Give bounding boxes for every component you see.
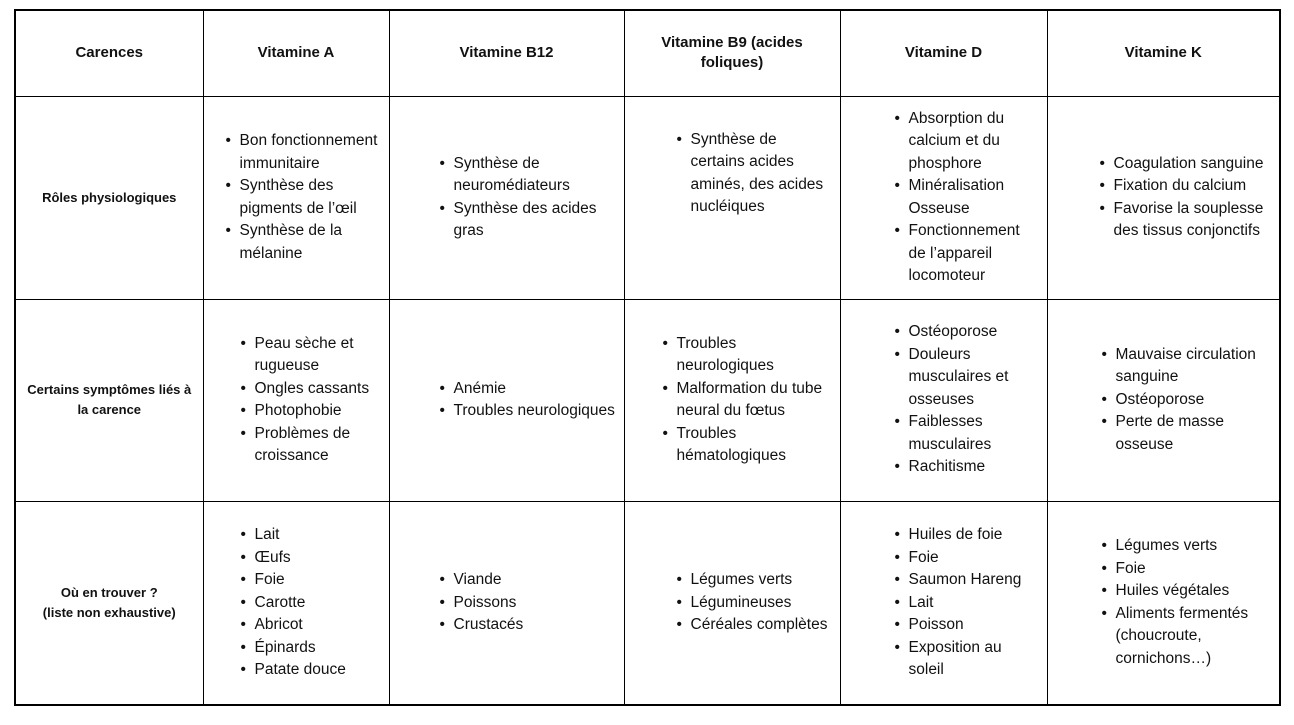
bullet-icon: • bbox=[1099, 199, 1105, 217]
list-item-text: Légumes verts bbox=[1115, 537, 1218, 555]
list-item bbox=[440, 614, 618, 637]
list-item bbox=[1100, 153, 1274, 176]
header-vitamine-k: Vitamine K bbox=[1047, 10, 1280, 96]
list-item-text: Faiblesses musculaires bbox=[908, 413, 992, 453]
bullet-icon: • bbox=[240, 379, 246, 397]
list-item-text: Foie bbox=[254, 571, 285, 588]
list-item bbox=[241, 637, 383, 660]
list-item-text: Synthèse de certains acides aminés, des acides nucléiques bbox=[690, 130, 824, 215]
row-label-sources-line2: (liste non exhaustive) bbox=[42, 604, 176, 620]
list-item bbox=[226, 220, 383, 265]
cell-sources-vit-b12 bbox=[389, 501, 624, 705]
list-item-text: Saumon Hareng bbox=[908, 571, 1022, 588]
list-item-text: Carotte bbox=[254, 593, 306, 611]
list-item-text: Troubles hématologiques bbox=[676, 424, 786, 464]
list-item bbox=[241, 547, 383, 570]
bullet-icon: • bbox=[1101, 582, 1107, 600]
cell-sources-vit-a bbox=[203, 501, 389, 705]
list-item-text: Légumes verts bbox=[690, 571, 793, 588]
list-item bbox=[440, 153, 618, 198]
list-item-text: Troubles neurologiques bbox=[453, 402, 615, 419]
cell-roles-vit-a bbox=[203, 96, 389, 299]
bullet-icon: • bbox=[439, 593, 445, 611]
list-item-text: Rachitisme bbox=[908, 458, 986, 476]
list-item bbox=[895, 411, 1041, 456]
bullet-icon: • bbox=[894, 571, 900, 588]
bullet-icon: • bbox=[676, 130, 682, 148]
list-item bbox=[1102, 580, 1274, 603]
bullet-icon: • bbox=[894, 548, 900, 566]
list-item bbox=[895, 592, 1041, 615]
list-item-text: Huiles végétales bbox=[1115, 582, 1230, 600]
bullet-icon: • bbox=[1101, 604, 1107, 622]
list-item-text: Œufs bbox=[254, 548, 291, 566]
bullet-icon: • bbox=[225, 222, 231, 239]
list-item-text: Lait bbox=[254, 526, 280, 543]
bullet-icon: • bbox=[662, 334, 668, 352]
bullet-icon: • bbox=[676, 616, 682, 633]
cell-sources-vit-d bbox=[840, 501, 1047, 705]
bullet-icon: • bbox=[225, 132, 231, 149]
bullet-icon: • bbox=[439, 402, 445, 419]
list-item bbox=[226, 175, 383, 220]
header-row bbox=[15, 10, 1280, 96]
bullet-icon: • bbox=[240, 424, 246, 442]
cell-symptomes-vit-d bbox=[840, 299, 1047, 501]
bullet-icon: • bbox=[240, 571, 246, 588]
bullet-icon: • bbox=[894, 109, 900, 127]
list-item bbox=[663, 333, 834, 378]
list-item bbox=[440, 400, 618, 423]
list-item-text: Malformation du tube neural du fœtus bbox=[676, 379, 823, 419]
bullet-icon: • bbox=[240, 616, 246, 633]
row-sources bbox=[15, 501, 1280, 705]
list-item bbox=[895, 456, 1041, 479]
bullet-icon: • bbox=[225, 177, 231, 194]
list-item-text: Peau sèche et rugueuse bbox=[254, 334, 354, 374]
list-item bbox=[895, 321, 1041, 344]
list-item bbox=[1102, 389, 1274, 412]
row-label-sources-line1: Où en trouver ? bbox=[60, 584, 158, 600]
bullet-icon: • bbox=[662, 424, 668, 442]
list-item bbox=[241, 423, 383, 468]
list-item-text: Légumineuses bbox=[690, 593, 792, 611]
list-item bbox=[1100, 198, 1274, 243]
bullet-icon: • bbox=[240, 638, 246, 656]
list-item bbox=[241, 592, 383, 615]
bullet-icon: • bbox=[240, 593, 246, 611]
list-item bbox=[663, 423, 834, 468]
cell-symptomes-vit-k bbox=[1047, 299, 1280, 501]
list-item bbox=[241, 524, 383, 547]
bullet-icon: • bbox=[1101, 345, 1107, 363]
list-item bbox=[241, 400, 383, 423]
bullet-icon: • bbox=[240, 548, 246, 566]
list-item bbox=[440, 198, 618, 243]
bullet-icon: • bbox=[439, 616, 445, 633]
list-item-text: Problèmes de croissance bbox=[254, 424, 351, 464]
list-item-text: Synthèse de la mélanine bbox=[239, 222, 343, 262]
list-item bbox=[1100, 175, 1274, 198]
list-item-text: Synthèse des pigments de l’œil bbox=[239, 177, 357, 217]
list-item bbox=[1102, 535, 1274, 558]
list-item bbox=[440, 569, 618, 592]
list-item-text: Ostéoporose bbox=[1115, 390, 1205, 408]
list-item bbox=[895, 344, 1041, 412]
bullet-icon: • bbox=[894, 458, 900, 476]
list-item bbox=[677, 569, 834, 592]
list-item bbox=[895, 220, 1041, 288]
list-item bbox=[895, 569, 1041, 592]
bullet-icon: • bbox=[894, 616, 900, 633]
row-label-roles: Rôles physiologiques bbox=[15, 96, 203, 299]
list-item-text: Abricot bbox=[254, 616, 303, 633]
bullet-icon: • bbox=[240, 526, 246, 543]
bullet-icon: • bbox=[439, 154, 445, 172]
list-item bbox=[895, 524, 1041, 547]
list-item bbox=[241, 378, 383, 401]
cell-sources-vit-k bbox=[1047, 501, 1280, 705]
list-item-text: Poisson bbox=[908, 616, 964, 633]
list-item bbox=[895, 547, 1041, 570]
list-item-text: Fixation du calcium bbox=[1113, 177, 1247, 194]
list-item-text: Lait bbox=[908, 593, 934, 611]
bullet-icon: • bbox=[894, 413, 900, 431]
header-vitamine-b12: Vitamine B12 bbox=[389, 10, 624, 96]
list-item bbox=[241, 659, 383, 682]
bullet-icon: • bbox=[1101, 537, 1107, 555]
row-symptomes bbox=[15, 299, 1280, 501]
bullet-icon: • bbox=[894, 345, 900, 363]
list-item-text: Huiles de foie bbox=[908, 526, 1003, 543]
list-item-text: Absorption du calcium et du phosphore bbox=[908, 109, 1005, 172]
list-item bbox=[241, 333, 383, 378]
list-item-text: Viande bbox=[453, 571, 502, 588]
list-item-text: Céréales complètes bbox=[690, 616, 828, 633]
list-item bbox=[895, 614, 1041, 637]
cell-sources-vit-b9 bbox=[624, 501, 840, 705]
list-item-text: Foie bbox=[1115, 559, 1146, 577]
bullet-icon: • bbox=[894, 177, 900, 194]
list-item bbox=[440, 592, 618, 615]
list-item-text: Favorise la souplesse des tissus conjonctifs bbox=[1113, 199, 1264, 239]
bullet-icon: • bbox=[240, 334, 246, 352]
list-item-text: Minéralisation Osseuse bbox=[908, 177, 1005, 217]
list-item-text: Foie bbox=[908, 548, 939, 566]
list-item bbox=[1102, 558, 1274, 581]
list-item bbox=[1102, 411, 1274, 456]
cell-roles-vit-b9 bbox=[624, 96, 840, 299]
list-item-text: Synthèse des acides gras bbox=[453, 199, 597, 239]
row-roles bbox=[15, 96, 1280, 299]
list-item bbox=[677, 614, 834, 637]
list-item bbox=[895, 637, 1041, 682]
bullet-icon: • bbox=[1099, 177, 1105, 194]
list-item bbox=[677, 592, 834, 615]
bullet-icon: • bbox=[439, 199, 445, 217]
cell-symptomes-vit-b9 bbox=[624, 299, 840, 501]
bullet-icon: • bbox=[894, 526, 900, 543]
header-vitamine-a: Vitamine A bbox=[203, 10, 389, 96]
bullet-icon: • bbox=[1099, 154, 1105, 172]
list-item-text: Anémie bbox=[453, 379, 507, 397]
bullet-icon: • bbox=[894, 593, 900, 611]
cell-roles-vit-d bbox=[840, 96, 1047, 299]
bullet-icon: • bbox=[676, 593, 682, 611]
list-item bbox=[241, 569, 383, 592]
list-item-text: Douleurs musculaires et osseuses bbox=[908, 345, 1009, 408]
bullet-icon: • bbox=[439, 571, 445, 588]
list-item bbox=[677, 129, 834, 219]
list-item-text: Crustacés bbox=[453, 616, 524, 633]
list-item-text: Mauvaise circulation sanguine bbox=[1115, 345, 1256, 386]
row-label-sources bbox=[15, 501, 203, 705]
list-item-text: Exposition au soleil bbox=[908, 638, 1002, 678]
list-item bbox=[1102, 603, 1274, 671]
bullet-icon: • bbox=[439, 379, 445, 397]
cell-symptomes-vit-b12 bbox=[389, 299, 624, 501]
list-item-text: Troubles neurologiques bbox=[676, 334, 774, 374]
list-item-text: Bon fonctionnement immunitaire bbox=[239, 132, 378, 172]
header-carences: Carences bbox=[15, 10, 203, 96]
list-item-text: Épinards bbox=[254, 638, 316, 656]
list-item bbox=[895, 175, 1041, 220]
bullet-icon: • bbox=[1101, 559, 1107, 577]
cell-symptomes-vit-a bbox=[203, 299, 389, 501]
list-item-text: Coagulation sanguine bbox=[1113, 154, 1264, 172]
bullet-icon: • bbox=[676, 571, 682, 588]
list-item-text: Aliments fermentés (choucroute, cornichons…) bbox=[1115, 604, 1249, 667]
list-item-text: Ostéoporose bbox=[908, 323, 998, 341]
list-item bbox=[1102, 344, 1274, 389]
bullet-icon: • bbox=[894, 323, 900, 341]
list-item-text: Fonctionnement de l’appareil locomoteur bbox=[908, 222, 1020, 284]
cell-roles-vit-k bbox=[1047, 96, 1280, 299]
header-vitamine-b9: Vitamine B9 (acides foliques) bbox=[624, 10, 840, 96]
header-vitamine-d: Vitamine D bbox=[840, 10, 1047, 96]
bullet-icon: • bbox=[1101, 390, 1107, 408]
list-item bbox=[663, 378, 834, 423]
list-item bbox=[241, 614, 383, 637]
list-item-text: Ongles cassants bbox=[254, 379, 370, 397]
list-item-text: Synthèse de neuromédiateurs bbox=[453, 154, 570, 194]
list-item bbox=[895, 108, 1041, 176]
bullet-icon: • bbox=[240, 402, 246, 419]
bullet-icon: • bbox=[894, 638, 900, 656]
list-item-text: Patate douce bbox=[254, 661, 346, 678]
list-item bbox=[440, 378, 618, 401]
bullet-icon: • bbox=[662, 379, 668, 397]
list-item-text: Photophobie bbox=[254, 402, 342, 419]
cell-roles-vit-b12 bbox=[389, 96, 624, 299]
list-item-text: Perte de masse osseuse bbox=[1115, 413, 1225, 453]
list-item bbox=[226, 130, 383, 175]
bullet-icon: • bbox=[894, 222, 900, 239]
bullet-icon: • bbox=[240, 661, 246, 678]
vitamin-deficiency-table bbox=[14, 9, 1281, 706]
row-label-symptomes: Certains symptômes liés à la carence bbox=[15, 299, 203, 501]
bullet-icon: • bbox=[1101, 413, 1107, 431]
list-item-text: Poissons bbox=[453, 593, 517, 611]
